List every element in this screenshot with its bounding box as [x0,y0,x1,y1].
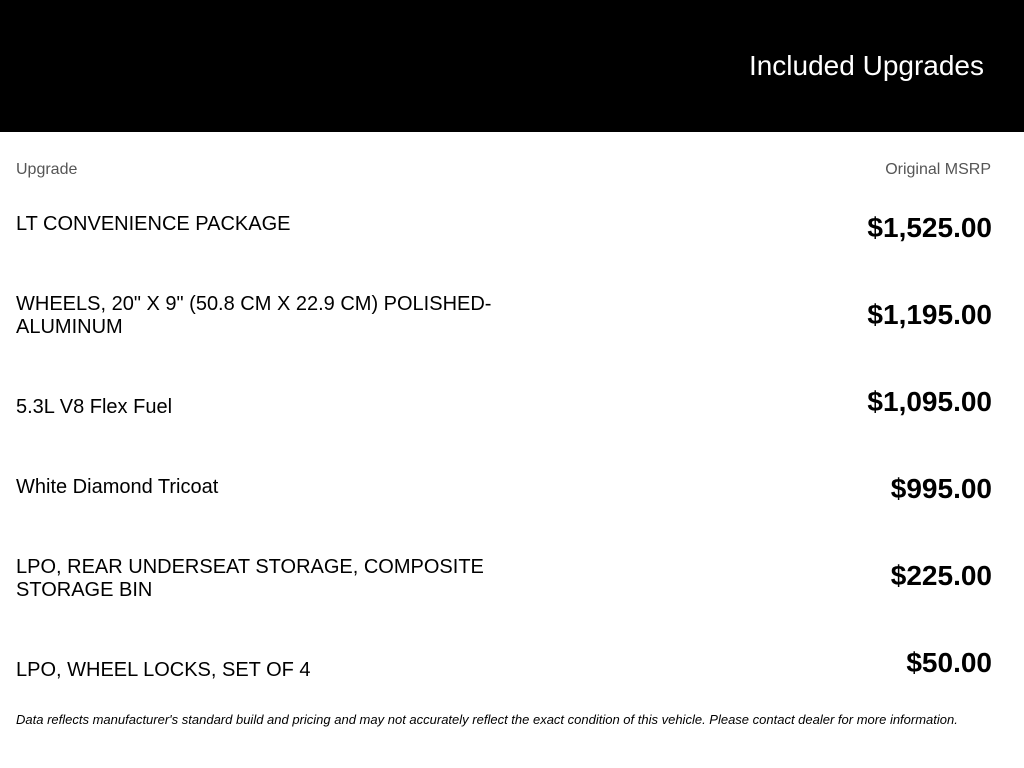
column-header-msrp: Original MSRP [885,161,991,178]
upgrade-price: $1,095.00 [867,386,992,417]
upgrade-price: $1,195.00 [867,299,992,330]
upgrade-name: 5.3L V8 Flex Fuel [16,396,173,418]
upgrade-name: LPO, REAR UNDERSEAT STORAGE, COMPOSITE STORAGE BIN [16,556,484,601]
upgrade-price: $1,525.00 [867,212,992,243]
page-header [0,0,1024,132]
upgrade-name: LPO, WHEEL LOCKS, SET OF 4 [16,659,311,681]
upgrade-price: $225.00 [890,560,992,591]
column-header-upgrade: Upgrade [16,161,78,178]
page-title: Included Upgrades [748,50,984,81]
upgrade-price: $995.00 [890,473,992,504]
upgrade-name: White Diamond Tricoat [16,476,219,498]
disclaimer-text: Data reflects manufacturer's standard build and pricing and may not accurately reflect the exact condition of this vehicle. Please contact dealer for more information. [16,712,958,727]
upgrade-name: WHEELS, 20" X 9" (50.8 CM X 22.9 CM) POLISHED-ALUMINUM [16,293,492,338]
upgrade-price: $50.00 [906,647,992,678]
upgrade-name: LT CONVENIENCE PACKAGE [16,213,291,235]
